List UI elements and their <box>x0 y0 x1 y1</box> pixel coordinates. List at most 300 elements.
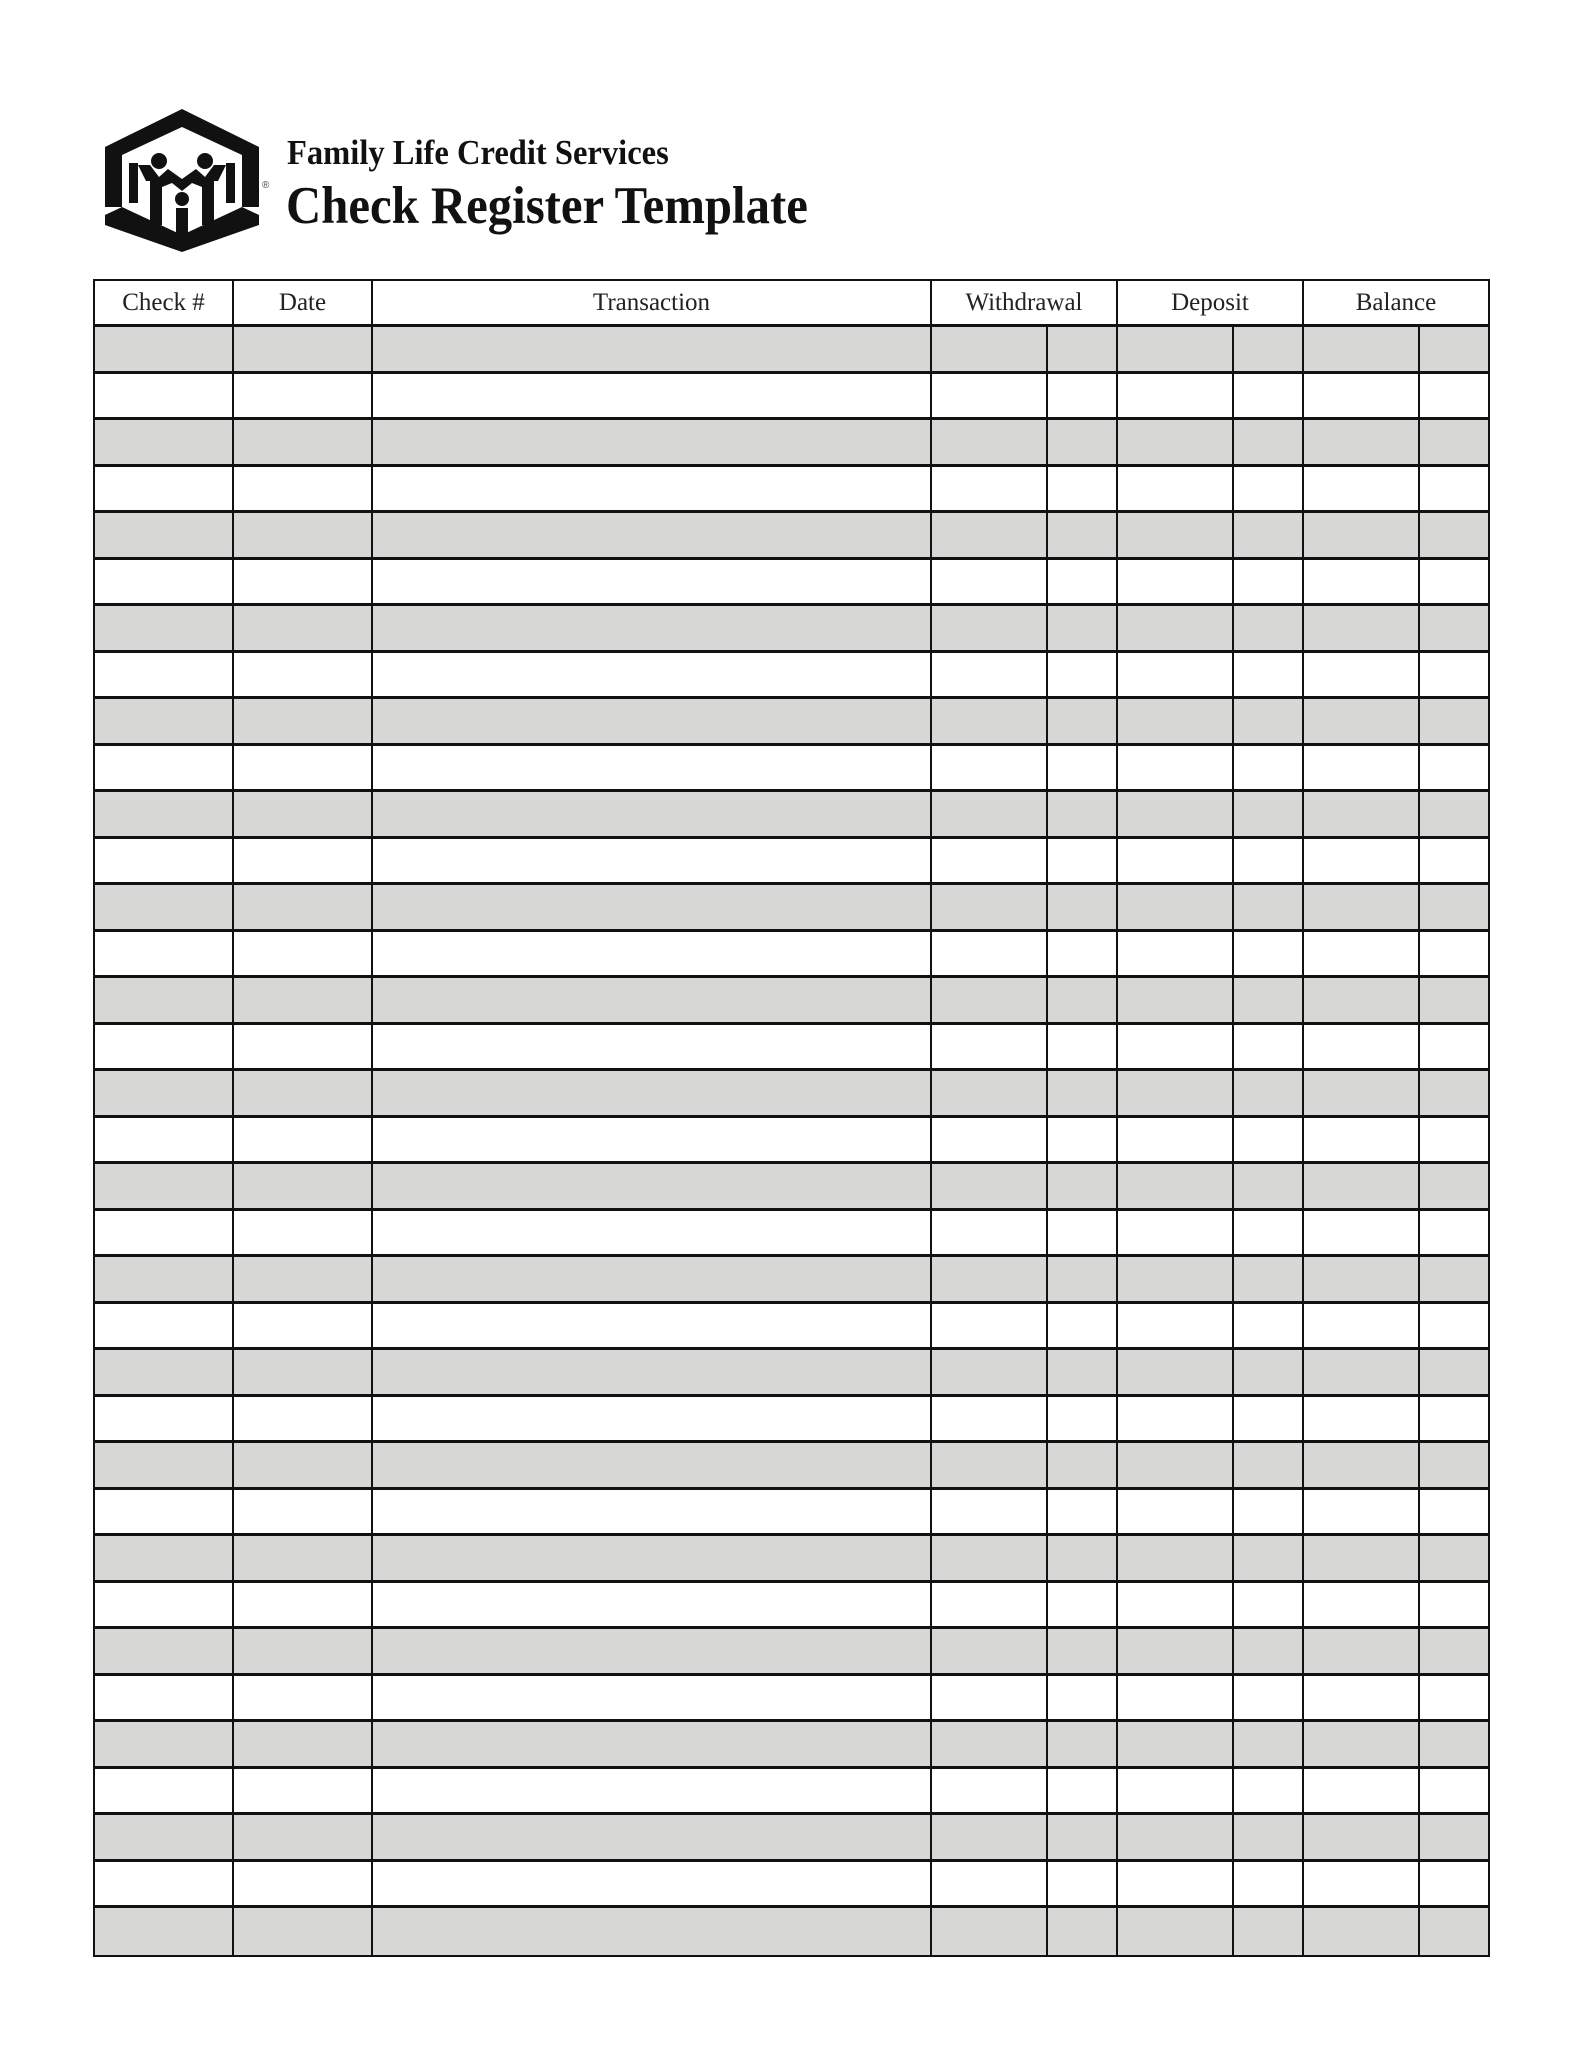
cell-balance-cents[interactable] <box>1420 1583 1488 1627</box>
cell-balance-cents[interactable] <box>1420 1211 1488 1255</box>
cell-date[interactable] <box>234 885 373 929</box>
cell-check[interactable] <box>95 1211 234 1255</box>
cell-balance-dollars[interactable] <box>1304 1490 1420 1534</box>
cell-deposit-dollars[interactable] <box>1118 1769 1234 1813</box>
cell-deposit-cents[interactable] <box>1234 1490 1304 1534</box>
cell-balance-dollars[interactable] <box>1304 1397 1420 1441</box>
cell-transaction[interactable] <box>373 1629 932 1673</box>
cell-withdrawal-dollars[interactable] <box>932 1815 1048 1859</box>
cell-transaction[interactable] <box>373 1583 932 1627</box>
cell-transaction[interactable] <box>373 885 932 929</box>
cell-deposit-cents[interactable] <box>1234 606 1304 650</box>
cell-balance-cents[interactable] <box>1420 560 1488 604</box>
cell-balance-dollars[interactable] <box>1304 885 1420 929</box>
cell-withdrawal-cents[interactable] <box>1048 653 1118 697</box>
cell-check[interactable] <box>95 839 234 883</box>
cell-date[interactable] <box>234 513 373 557</box>
cell-balance-cents[interactable] <box>1420 1490 1488 1534</box>
cell-deposit-cents[interactable] <box>1234 1304 1304 1348</box>
cell-balance-cents[interactable] <box>1420 1862 1488 1906</box>
cell-balance-dollars[interactable] <box>1304 1443 1420 1487</box>
cell-balance-dollars[interactable] <box>1304 932 1420 976</box>
cell-transaction[interactable] <box>373 1350 932 1394</box>
cell-date[interactable] <box>234 839 373 883</box>
cell-withdrawal-cents[interactable] <box>1048 327 1118 371</box>
cell-balance-dollars[interactable] <box>1304 653 1420 697</box>
cell-transaction[interactable] <box>373 420 932 464</box>
cell-deposit-cents[interactable] <box>1234 1118 1304 1162</box>
cell-deposit-cents[interactable] <box>1234 699 1304 743</box>
cell-balance-cents[interactable] <box>1420 653 1488 697</box>
cell-withdrawal-cents[interactable] <box>1048 978 1118 1022</box>
cell-withdrawal-cents[interactable] <box>1048 1583 1118 1627</box>
cell-deposit-cents[interactable] <box>1234 746 1304 790</box>
cell-balance-dollars[interactable] <box>1304 560 1420 604</box>
cell-transaction[interactable] <box>373 699 932 743</box>
cell-deposit-cents[interactable] <box>1234 653 1304 697</box>
cell-deposit-dollars[interactable] <box>1118 1908 1234 1955</box>
cell-deposit-dollars[interactable] <box>1118 1118 1234 1162</box>
cell-deposit-dollars[interactable] <box>1118 467 1234 511</box>
cell-date[interactable] <box>234 1164 373 1208</box>
cell-withdrawal-cents[interactable] <box>1048 1815 1118 1859</box>
cell-withdrawal-cents[interactable] <box>1048 1304 1118 1348</box>
cell-withdrawal-dollars[interactable] <box>932 513 1048 557</box>
cell-withdrawal-dollars[interactable] <box>932 1490 1048 1534</box>
cell-deposit-dollars[interactable] <box>1118 1676 1234 1720</box>
cell-deposit-dollars[interactable] <box>1118 1211 1234 1255</box>
cell-transaction[interactable] <box>373 792 932 836</box>
cell-withdrawal-dollars[interactable] <box>932 1025 1048 1069</box>
cell-check[interactable] <box>95 1769 234 1813</box>
cell-date[interactable] <box>234 699 373 743</box>
cell-balance-dollars[interactable] <box>1304 606 1420 650</box>
cell-check[interactable] <box>95 1722 234 1766</box>
cell-balance-dollars[interactable] <box>1304 1862 1420 1906</box>
cell-date[interactable] <box>234 467 373 511</box>
cell-balance-dollars[interactable] <box>1304 1071 1420 1115</box>
cell-balance-cents[interactable] <box>1420 1025 1488 1069</box>
cell-check[interactable] <box>95 1583 234 1627</box>
cell-check[interactable] <box>95 653 234 697</box>
cell-withdrawal-cents[interactable] <box>1048 1908 1118 1955</box>
cell-balance-cents[interactable] <box>1420 746 1488 790</box>
cell-balance-dollars[interactable] <box>1304 1118 1420 1162</box>
cell-balance-dollars[interactable] <box>1304 792 1420 836</box>
cell-check[interactable] <box>95 606 234 650</box>
cell-withdrawal-dollars[interactable] <box>932 1350 1048 1394</box>
cell-date[interactable] <box>234 1211 373 1255</box>
cell-transaction[interactable] <box>373 653 932 697</box>
cell-balance-dollars[interactable] <box>1304 699 1420 743</box>
cell-check[interactable] <box>95 1536 234 1580</box>
cell-deposit-dollars[interactable] <box>1118 932 1234 976</box>
cell-withdrawal-cents[interactable] <box>1048 1071 1118 1115</box>
cell-transaction[interactable] <box>373 1211 932 1255</box>
cell-deposit-cents[interactable] <box>1234 513 1304 557</box>
cell-balance-cents[interactable] <box>1420 1350 1488 1394</box>
cell-deposit-cents[interactable] <box>1234 792 1304 836</box>
cell-deposit-cents[interactable] <box>1234 467 1304 511</box>
cell-date[interactable] <box>234 1490 373 1534</box>
cell-balance-cents[interactable] <box>1420 1769 1488 1813</box>
cell-date[interactable] <box>234 653 373 697</box>
cell-balance-dollars[interactable] <box>1304 839 1420 883</box>
cell-balance-cents[interactable] <box>1420 1443 1488 1487</box>
cell-deposit-cents[interactable] <box>1234 1629 1304 1673</box>
cell-deposit-cents[interactable] <box>1234 1583 1304 1627</box>
cell-date[interactable] <box>234 1722 373 1766</box>
cell-date[interactable] <box>234 1583 373 1627</box>
cell-deposit-dollars[interactable] <box>1118 978 1234 1022</box>
cell-deposit-cents[interactable] <box>1234 1350 1304 1394</box>
cell-deposit-cents[interactable] <box>1234 1211 1304 1255</box>
cell-date[interactable] <box>234 374 373 418</box>
cell-check[interactable] <box>95 327 234 371</box>
cell-date[interactable] <box>234 746 373 790</box>
cell-date[interactable] <box>234 792 373 836</box>
cell-withdrawal-cents[interactable] <box>1048 606 1118 650</box>
cell-withdrawal-dollars[interactable] <box>932 467 1048 511</box>
cell-balance-dollars[interactable] <box>1304 1536 1420 1580</box>
cell-transaction[interactable] <box>373 1304 932 1348</box>
cell-balance-cents[interactable] <box>1420 839 1488 883</box>
cell-date[interactable] <box>234 1304 373 1348</box>
cell-balance-cents[interactable] <box>1420 699 1488 743</box>
cell-balance-dollars[interactable] <box>1304 1908 1420 1955</box>
cell-withdrawal-dollars[interactable] <box>932 1676 1048 1720</box>
cell-deposit-dollars[interactable] <box>1118 1862 1234 1906</box>
cell-check[interactable] <box>95 792 234 836</box>
cell-balance-cents[interactable] <box>1420 327 1488 371</box>
cell-balance-cents[interactable] <box>1420 1164 1488 1208</box>
cell-deposit-cents[interactable] <box>1234 327 1304 371</box>
cell-check[interactable] <box>95 560 234 604</box>
cell-check[interactable] <box>95 1676 234 1720</box>
cell-deposit-dollars[interactable] <box>1118 885 1234 929</box>
cell-transaction[interactable] <box>373 1722 932 1766</box>
cell-withdrawal-dollars[interactable] <box>932 1164 1048 1208</box>
cell-check[interactable] <box>95 467 234 511</box>
cell-balance-cents[interactable] <box>1420 420 1488 464</box>
cell-withdrawal-dollars[interactable] <box>932 1257 1048 1301</box>
cell-balance-dollars[interactable] <box>1304 1583 1420 1627</box>
cell-date[interactable] <box>234 560 373 604</box>
cell-withdrawal-cents[interactable] <box>1048 467 1118 511</box>
cell-balance-cents[interactable] <box>1420 1536 1488 1580</box>
cell-check[interactable] <box>95 1257 234 1301</box>
cell-date[interactable] <box>234 420 373 464</box>
cell-check[interactable] <box>95 1025 234 1069</box>
cell-withdrawal-cents[interactable] <box>1048 1769 1118 1813</box>
cell-deposit-dollars[interactable] <box>1118 560 1234 604</box>
cell-deposit-cents[interactable] <box>1234 1443 1304 1487</box>
cell-deposit-cents[interactable] <box>1234 420 1304 464</box>
cell-withdrawal-cents[interactable] <box>1048 1676 1118 1720</box>
cell-withdrawal-dollars[interactable] <box>932 1862 1048 1906</box>
cell-balance-dollars[interactable] <box>1304 1722 1420 1766</box>
cell-transaction[interactable] <box>373 1862 932 1906</box>
cell-date[interactable] <box>234 1443 373 1487</box>
cell-date[interactable] <box>234 1815 373 1859</box>
cell-withdrawal-dollars[interactable] <box>932 1722 1048 1766</box>
cell-check[interactable] <box>95 699 234 743</box>
cell-date[interactable] <box>234 1908 373 1955</box>
cell-deposit-dollars[interactable] <box>1118 839 1234 883</box>
cell-deposit-dollars[interactable] <box>1118 699 1234 743</box>
cell-balance-dollars[interactable] <box>1304 1211 1420 1255</box>
cell-withdrawal-dollars[interactable] <box>932 1304 1048 1348</box>
cell-balance-dollars[interactable] <box>1304 513 1420 557</box>
cell-deposit-dollars[interactable] <box>1118 420 1234 464</box>
cell-balance-cents[interactable] <box>1420 792 1488 836</box>
cell-withdrawal-dollars[interactable] <box>932 1629 1048 1673</box>
cell-date[interactable] <box>234 327 373 371</box>
cell-withdrawal-cents[interactable] <box>1048 885 1118 929</box>
cell-check[interactable] <box>95 1350 234 1394</box>
cell-deposit-cents[interactable] <box>1234 1536 1304 1580</box>
cell-transaction[interactable] <box>373 1164 932 1208</box>
cell-check[interactable] <box>95 1629 234 1673</box>
cell-withdrawal-cents[interactable] <box>1048 1257 1118 1301</box>
cell-date[interactable] <box>234 1629 373 1673</box>
cell-withdrawal-dollars[interactable] <box>932 1118 1048 1162</box>
cell-check[interactable] <box>95 1490 234 1534</box>
cell-withdrawal-dollars[interactable] <box>932 699 1048 743</box>
cell-transaction[interactable] <box>373 606 932 650</box>
cell-check[interactable] <box>95 978 234 1022</box>
cell-transaction[interactable] <box>373 467 932 511</box>
cell-transaction[interactable] <box>373 1769 932 1813</box>
cell-check[interactable] <box>95 1304 234 1348</box>
cell-balance-cents[interactable] <box>1420 606 1488 650</box>
cell-balance-cents[interactable] <box>1420 978 1488 1022</box>
cell-transaction[interactable] <box>373 1815 932 1859</box>
cell-withdrawal-dollars[interactable] <box>932 1211 1048 1255</box>
cell-date[interactable] <box>234 1862 373 1906</box>
cell-deposit-dollars[interactable] <box>1118 327 1234 371</box>
cell-deposit-dollars[interactable] <box>1118 1071 1234 1115</box>
cell-deposit-dollars[interactable] <box>1118 1583 1234 1627</box>
cell-withdrawal-cents[interactable] <box>1048 1443 1118 1487</box>
cell-withdrawal-cents[interactable] <box>1048 932 1118 976</box>
cell-check[interactable] <box>95 1815 234 1859</box>
cell-deposit-dollars[interactable] <box>1118 1490 1234 1534</box>
cell-date[interactable] <box>234 1536 373 1580</box>
cell-date[interactable] <box>234 1397 373 1441</box>
cell-date[interactable] <box>234 1350 373 1394</box>
cell-balance-dollars[interactable] <box>1304 1676 1420 1720</box>
cell-deposit-dollars[interactable] <box>1118 513 1234 557</box>
cell-balance-dollars[interactable] <box>1304 746 1420 790</box>
cell-deposit-cents[interactable] <box>1234 1071 1304 1115</box>
cell-transaction[interactable] <box>373 1025 932 1069</box>
cell-withdrawal-dollars[interactable] <box>932 1443 1048 1487</box>
cell-balance-cents[interactable] <box>1420 467 1488 511</box>
cell-withdrawal-cents[interactable] <box>1048 1862 1118 1906</box>
cell-deposit-cents[interactable] <box>1234 1397 1304 1441</box>
cell-withdrawal-cents[interactable] <box>1048 560 1118 604</box>
cell-transaction[interactable] <box>373 513 932 557</box>
cell-deposit-cents[interactable] <box>1234 1676 1304 1720</box>
cell-check[interactable] <box>95 420 234 464</box>
cell-check[interactable] <box>95 1443 234 1487</box>
cell-balance-dollars[interactable] <box>1304 1350 1420 1394</box>
cell-check[interactable] <box>95 513 234 557</box>
cell-deposit-dollars[interactable] <box>1118 1257 1234 1301</box>
cell-withdrawal-cents[interactable] <box>1048 699 1118 743</box>
cell-balance-cents[interactable] <box>1420 1304 1488 1348</box>
cell-transaction[interactable] <box>373 1536 932 1580</box>
cell-transaction[interactable] <box>373 1071 932 1115</box>
cell-balance-dollars[interactable] <box>1304 1629 1420 1673</box>
cell-withdrawal-cents[interactable] <box>1048 420 1118 464</box>
cell-check[interactable] <box>95 1071 234 1115</box>
cell-withdrawal-cents[interactable] <box>1048 513 1118 557</box>
cell-deposit-dollars[interactable] <box>1118 746 1234 790</box>
cell-withdrawal-dollars[interactable] <box>932 1769 1048 1813</box>
cell-deposit-cents[interactable] <box>1234 1164 1304 1208</box>
cell-transaction[interactable] <box>373 746 932 790</box>
cell-withdrawal-cents[interactable] <box>1048 1211 1118 1255</box>
cell-deposit-dollars[interactable] <box>1118 1350 1234 1394</box>
cell-deposit-dollars[interactable] <box>1118 1722 1234 1766</box>
cell-deposit-cents[interactable] <box>1234 1769 1304 1813</box>
cell-withdrawal-dollars[interactable] <box>932 746 1048 790</box>
cell-withdrawal-dollars[interactable] <box>932 420 1048 464</box>
cell-deposit-cents[interactable] <box>1234 839 1304 883</box>
cell-date[interactable] <box>234 1257 373 1301</box>
cell-deposit-dollars[interactable] <box>1118 606 1234 650</box>
cell-deposit-cents[interactable] <box>1234 1257 1304 1301</box>
cell-date[interactable] <box>234 1025 373 1069</box>
cell-check[interactable] <box>95 1118 234 1162</box>
cell-deposit-dollars[interactable] <box>1118 1536 1234 1580</box>
cell-balance-dollars[interactable] <box>1304 1769 1420 1813</box>
cell-balance-cents[interactable] <box>1420 1397 1488 1441</box>
cell-withdrawal-dollars[interactable] <box>932 374 1048 418</box>
cell-balance-cents[interactable] <box>1420 1815 1488 1859</box>
cell-withdrawal-cents[interactable] <box>1048 1350 1118 1394</box>
cell-balance-dollars[interactable] <box>1304 1815 1420 1859</box>
cell-transaction[interactable] <box>373 1118 932 1162</box>
cell-deposit-cents[interactable] <box>1234 374 1304 418</box>
cell-balance-dollars[interactable] <box>1304 467 1420 511</box>
cell-check[interactable] <box>95 1862 234 1906</box>
cell-withdrawal-dollars[interactable] <box>932 932 1048 976</box>
cell-balance-cents[interactable] <box>1420 885 1488 929</box>
cell-withdrawal-cents[interactable] <box>1048 1536 1118 1580</box>
cell-check[interactable] <box>95 374 234 418</box>
cell-balance-dollars[interactable] <box>1304 1257 1420 1301</box>
cell-deposit-dollars[interactable] <box>1118 374 1234 418</box>
cell-withdrawal-cents[interactable] <box>1048 746 1118 790</box>
cell-deposit-dollars[interactable] <box>1118 1164 1234 1208</box>
cell-balance-cents[interactable] <box>1420 1257 1488 1301</box>
cell-withdrawal-dollars[interactable] <box>932 978 1048 1022</box>
cell-withdrawal-dollars[interactable] <box>932 606 1048 650</box>
cell-withdrawal-dollars[interactable] <box>932 1908 1048 1955</box>
cell-balance-dollars[interactable] <box>1304 327 1420 371</box>
cell-deposit-dollars[interactable] <box>1118 1815 1234 1859</box>
cell-balance-cents[interactable] <box>1420 1722 1488 1766</box>
cell-balance-dollars[interactable] <box>1304 1304 1420 1348</box>
cell-date[interactable] <box>234 1769 373 1813</box>
cell-transaction[interactable] <box>373 327 932 371</box>
cell-balance-dollars[interactable] <box>1304 978 1420 1022</box>
cell-check[interactable] <box>95 1908 234 1955</box>
cell-withdrawal-cents[interactable] <box>1048 1490 1118 1534</box>
cell-deposit-dollars[interactable] <box>1118 1397 1234 1441</box>
cell-balance-cents[interactable] <box>1420 1629 1488 1673</box>
cell-check[interactable] <box>95 1397 234 1441</box>
cell-transaction[interactable] <box>373 1397 932 1441</box>
cell-deposit-cents[interactable] <box>1234 1815 1304 1859</box>
cell-deposit-dollars[interactable] <box>1118 1304 1234 1348</box>
cell-date[interactable] <box>234 978 373 1022</box>
cell-withdrawal-cents[interactable] <box>1048 1629 1118 1673</box>
cell-check[interactable] <box>95 746 234 790</box>
cell-transaction[interactable] <box>373 978 932 1022</box>
cell-transaction[interactable] <box>373 1908 932 1955</box>
cell-transaction[interactable] <box>373 1676 932 1720</box>
cell-deposit-cents[interactable] <box>1234 1908 1304 1955</box>
cell-balance-dollars[interactable] <box>1304 420 1420 464</box>
cell-deposit-cents[interactable] <box>1234 1862 1304 1906</box>
cell-balance-cents[interactable] <box>1420 932 1488 976</box>
cell-deposit-dollars[interactable] <box>1118 653 1234 697</box>
cell-withdrawal-cents[interactable] <box>1048 792 1118 836</box>
cell-deposit-cents[interactable] <box>1234 560 1304 604</box>
cell-deposit-cents[interactable] <box>1234 1722 1304 1766</box>
cell-transaction[interactable] <box>373 1490 932 1534</box>
cell-deposit-dollars[interactable] <box>1118 1443 1234 1487</box>
cell-check[interactable] <box>95 932 234 976</box>
cell-date[interactable] <box>234 932 373 976</box>
cell-withdrawal-cents[interactable] <box>1048 1164 1118 1208</box>
cell-date[interactable] <box>234 1676 373 1720</box>
cell-withdrawal-dollars[interactable] <box>932 792 1048 836</box>
cell-deposit-cents[interactable] <box>1234 1025 1304 1069</box>
cell-balance-cents[interactable] <box>1420 513 1488 557</box>
cell-transaction[interactable] <box>373 1443 932 1487</box>
cell-deposit-cents[interactable] <box>1234 932 1304 976</box>
cell-withdrawal-dollars[interactable] <box>932 1071 1048 1115</box>
cell-withdrawal-dollars[interactable] <box>932 1583 1048 1627</box>
cell-date[interactable] <box>234 1071 373 1115</box>
cell-withdrawal-cents[interactable] <box>1048 1397 1118 1441</box>
cell-deposit-dollars[interactable] <box>1118 1025 1234 1069</box>
cell-balance-cents[interactable] <box>1420 1676 1488 1720</box>
cell-balance-dollars[interactable] <box>1304 374 1420 418</box>
cell-deposit-dollars[interactable] <box>1118 1629 1234 1673</box>
cell-withdrawal-cents[interactable] <box>1048 374 1118 418</box>
cell-balance-dollars[interactable] <box>1304 1025 1420 1069</box>
cell-withdrawal-dollars[interactable] <box>932 327 1048 371</box>
cell-transaction[interactable] <box>373 374 932 418</box>
cell-withdrawal-dollars[interactable] <box>932 1536 1048 1580</box>
cell-deposit-dollars[interactable] <box>1118 792 1234 836</box>
cell-deposit-cents[interactable] <box>1234 978 1304 1022</box>
cell-balance-cents[interactable] <box>1420 1071 1488 1115</box>
cell-balance-cents[interactable] <box>1420 1118 1488 1162</box>
cell-withdrawal-dollars[interactable] <box>932 885 1048 929</box>
cell-balance-dollars[interactable] <box>1304 1164 1420 1208</box>
cell-withdrawal-cents[interactable] <box>1048 1722 1118 1766</box>
cell-transaction[interactable] <box>373 932 932 976</box>
cell-transaction[interactable] <box>373 839 932 883</box>
cell-withdrawal-dollars[interactable] <box>932 560 1048 604</box>
